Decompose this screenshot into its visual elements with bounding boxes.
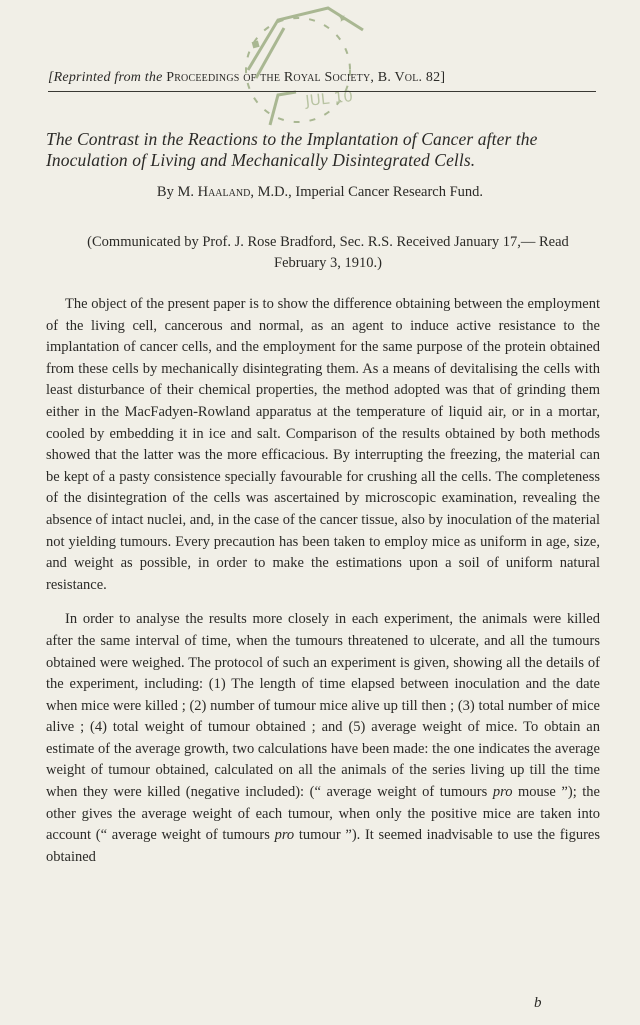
byline-prefix: By	[156, 184, 174, 200]
paragraph-2	[46, 609, 600, 868]
pro-italic-2: pro	[274, 827, 295, 844]
svg-text:◆: ◆	[246, 36, 264, 52]
paragraph-2-text-c: tumour ”). It seemed inadvisable to use the figures obtained	[46, 827, 600, 865]
header-divider	[48, 91, 596, 92]
reprint-prefix: [Reprinted from the	[48, 70, 163, 85]
author-affiliation: , M.D., Imperial Cancer Research Fund.	[250, 184, 484, 200]
pro-italic-1: pro	[492, 784, 513, 801]
stamp-date: JUL 10	[304, 87, 354, 110]
author-name: M. Haaland	[177, 184, 251, 200]
paragraph-2-text-a: In order to analyse the results more closely in each experiment, the animals were killed after the same interval of time, when the tumours threatened to ulcerate, and all the tumours obtained were weighed. The protocol of such an experiment is given, showing all the details of the experiment, including: (1) The length of time elapsed between inoculation and the date when mice were killed ; (2) number of tumour mice alive up till then ; (3) total number of mice alive ; (4) total weight of tumour obtained ; and (5) average weight of mice. To obtain an estimate of the average growth, two calculations have been made: the one indicates the average weight of tumour obtained, calculated on all the animals of the series living up till the time when they were killed (negative included): (“ average weight of tumours	[46, 611, 600, 801]
reprint-header	[48, 70, 596, 86]
journal-name: Proceedings of the Royal Society, B. Vol. 82]	[166, 70, 446, 85]
signature-mark: b	[534, 995, 542, 1011]
communication-note: (Communicated by Prof. J. Rose Bradford, Sec. R.S. Received January 17,— Read February 3, 1910.)	[87, 234, 569, 271]
svg-text:✦: ✦	[334, 10, 351, 28]
byline	[0, 184, 640, 201]
paragraph-1: The object of the present paper is to show the difference obtaining between the employment of the living cell, cancerous and normal, as an agent to induce active resistance to the implantation of cancer cells, and the employment for the same purpose of the protein obtained from these cells by mechanically disintegrating them. As a means of devitalising the cells with least disturbance of their chemical properties, the method adopted was that of grinding them either in the MacFadyen-Rowland apparatus at the temperature of liquid air, or in a mortar, cooled by embedding it in ice and salt. Comparison of the results obtained by both methods showed that the latter was the more efficacious. By interrupting the freezing, the material can be kept of a pasty consistence specially favourable for crushing all the cells. The completeness of the disintegration of the cells was ascertained by microscopic examination, revealing the absence of intact nuclei, and, in the case of the cancer tissue, also by inoculation of the material not yielding tumours. Every precaution has been taken to employ mice as uniform in age, size, and weight as possible, in order to make the estimations upon a soil of uniform natural resistance.	[46, 296, 601, 593]
article-title: The Contrast in the Reactions to the Implantation of Cancer after the Inoculation of Living and Mechanically Disintegrated Cells.	[46, 129, 538, 170]
article-body	[46, 294, 600, 868]
paragraph-2-text-b: mouse ”); the other gives the average weight of each tumour, when only the positive mice are taken into account (“ average weight of tumours	[46, 784, 600, 844]
